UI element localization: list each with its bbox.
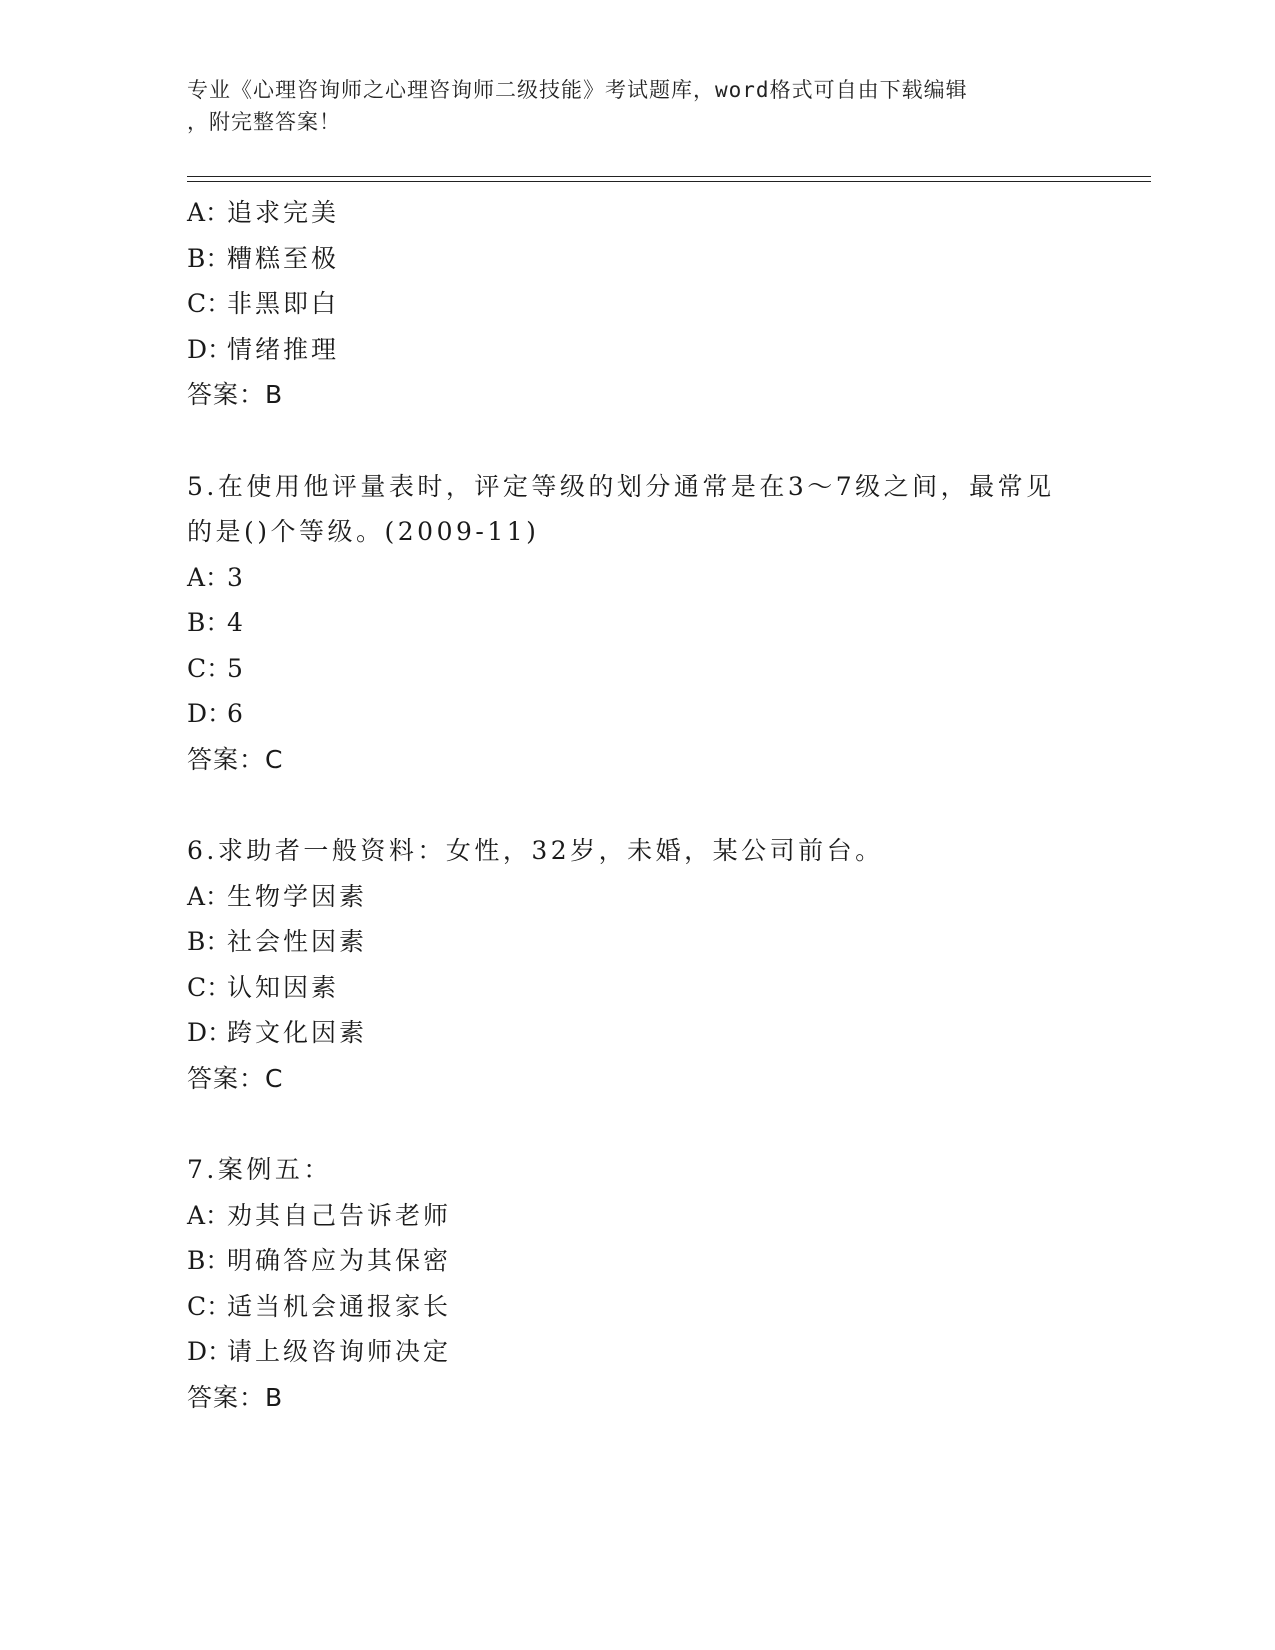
q6-option-b-key: B：: [187, 927, 231, 956]
q7-option-a-text: 劝其自己告诉老师: [227, 1200, 452, 1230]
q6-option-a-text: 生物学因素: [227, 881, 368, 911]
question-6-block: [187, 828, 1087, 1101]
q4-option-a-text: 追求完美: [227, 198, 340, 227]
q4-option-d: [187, 327, 1087, 373]
q6-option-c-key: C：: [187, 972, 232, 1002]
q6-text-line-1: 6.求助者一般资料：女性，32岁，未婚，某公司前台。: [187, 836, 884, 865]
q6-option-c: [187, 965, 1087, 1011]
q4-option-b-key: B：: [187, 243, 231, 273]
question-5-block: [187, 464, 1087, 783]
q5-option-a-key: A：: [187, 562, 231, 592]
q7-option-c: [187, 1284, 1087, 1330]
q5-option-d-text: 6: [227, 699, 246, 728]
q5-option-b: [187, 600, 1087, 646]
q4-option-d-text: 情绪推理: [227, 334, 340, 364]
q5-option-a-text: 3: [227, 562, 246, 592]
q7-option-b-key: B：: [187, 1246, 231, 1275]
q7-option-a-key: A：: [187, 1200, 231, 1230]
q7-option-c-key: C：: [187, 1291, 232, 1321]
q5-text-line-1: 5.在使用他评量表时，评定等级的划分通常是在3～7级之间，最常见: [187, 471, 1055, 501]
q7-option-d-text: 请上级咨询师决定: [227, 1337, 452, 1366]
question-7-block: [187, 1147, 1087, 1420]
q7-answer: 答案：B: [187, 1382, 284, 1412]
q5-option-c-key: C：: [187, 653, 232, 683]
q7-option-c-text: 适当机会通报家长: [227, 1291, 452, 1321]
spacer: [187, 418, 1087, 464]
spacer: [187, 1101, 1087, 1147]
q5-option-b-text: 4: [227, 608, 246, 637]
q5-option-b-key: B：: [187, 608, 231, 637]
q5-option-d: [187, 691, 1087, 737]
q7-option-d: [187, 1329, 1087, 1375]
q7-option-d-key: D：: [187, 1337, 233, 1366]
question-list: [187, 190, 1087, 1420]
q4-option-d-key: D：: [187, 334, 233, 364]
header-line-2: ，附完整答案！: [187, 110, 341, 134]
question-4-block: [187, 190, 1087, 418]
q6-option-d: [187, 1010, 1087, 1056]
q6-option-c-text: 认知因素: [227, 972, 340, 1002]
q7-option-a: [187, 1193, 1087, 1239]
header-line-1: 专业《心理咨询师之心理咨询师二级技能》考试题库，word格式可自由下载编辑: [187, 78, 968, 102]
q6-option-d-key: D：: [187, 1018, 233, 1047]
q6-option-a-key: A：: [187, 881, 231, 911]
q5-option-c: [187, 646, 1087, 692]
q4-option-c: [187, 281, 1087, 327]
q5-option-c-text: 5: [227, 653, 246, 683]
q7-option-b: [187, 1238, 1087, 1284]
q4-option-c-text: 非黑即白: [227, 289, 340, 318]
spacer: [187, 782, 1087, 828]
q4-option-c-key: C：: [187, 289, 232, 318]
q4-answer: 答案：B: [187, 380, 284, 409]
q6-option-b-text: 社会性因素: [227, 927, 368, 956]
q7-text-line-1: 7.案例五：: [187, 1155, 332, 1184]
header-rule-top: [187, 176, 1151, 177]
q4-option-b: [187, 236, 1087, 282]
q7-option-b-text: 明确答应为其保密: [227, 1246, 452, 1275]
q5-option-d-key: D：: [187, 699, 233, 728]
q5-option-a: [187, 555, 1087, 601]
q4-option-b-text: 糟糕至极: [227, 243, 340, 273]
q6-option-d-text: 跨文化因素: [227, 1018, 368, 1047]
q5-text-line-2: 的是()个等级。(2009-11): [187, 517, 540, 546]
q6-option-b: [187, 919, 1087, 965]
q6-option-a: [187, 874, 1087, 920]
header-rule-bottom: [187, 181, 1151, 182]
q4-option-a-key: A：: [187, 198, 231, 227]
document-header: [187, 74, 1067, 138]
q6-answer: 答案：C: [187, 1063, 284, 1093]
q4-option-a: [187, 190, 1087, 236]
q5-answer: 答案：C: [187, 744, 284, 774]
